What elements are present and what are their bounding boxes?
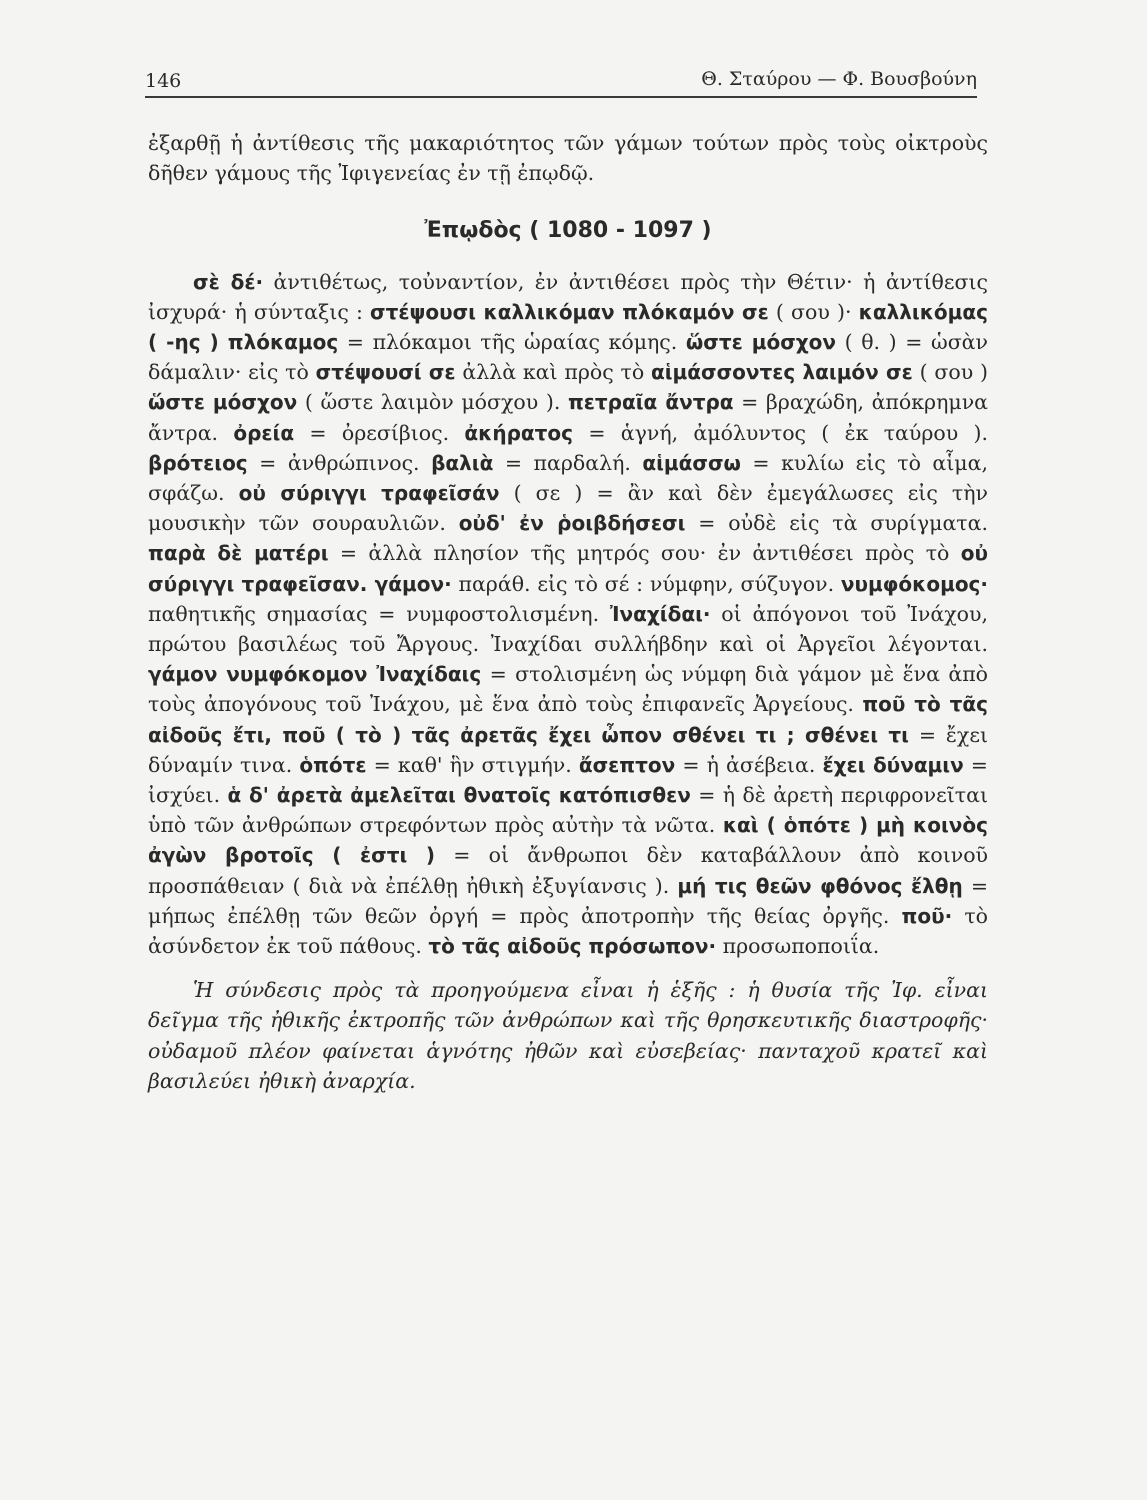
lemma-term: γάμον νυμφόκομον Ἰναχίδαις xyxy=(148,662,482,687)
gloss-text: ( σου )· xyxy=(768,299,859,324)
lemma-term: ὀρεία xyxy=(233,420,295,445)
gloss-text: = ἀλλὰ πλησίον τῆς μητρός σου· ἐν ἀντιθέσει πρὸς τὸ xyxy=(328,541,961,566)
page-number: 146 xyxy=(145,70,182,92)
lemma-term: νυμφόκομος· xyxy=(840,571,989,596)
gloss-text: = παρδαλή. xyxy=(493,450,643,475)
gloss-text: παθητικῆς σημασίας = νυμφοστολισμένη. xyxy=(148,601,610,626)
gloss-text: = ἔχει δύναμίν τινα. xyxy=(148,722,988,777)
gloss-text: = ἡ δὲ ἀρετὴ περιφρονεῖται ὑπὸ τῶν ἀνθρώπων στρεφόντων πρὸς αὐτὴν τὰ νῶτα. xyxy=(148,783,988,838)
lemma-term: ἔχει δύναμιν xyxy=(822,752,964,777)
page-body xyxy=(148,128,988,1096)
gloss-text: = στολισμένη ὡς νύμφη διὰ γάμον μὲ ἕνα ἀπὸ τοὺς ἀπογόνους τοῦ Ἰνάχου, μὲ ἕνα ἀπὸ τοὺς ἐπιφανεῖς Ἀργείους. xyxy=(148,662,989,717)
lemma-term: ἄσεπτον xyxy=(578,752,676,777)
commentary-paragraph xyxy=(148,267,988,962)
page-header xyxy=(145,62,977,98)
conclusion-paragraph: Ἡ σύνδεσις πρὸς τὰ προηγούμενα εἶναι ἡ ἑξῆς : ἡ θυσία τῆς Ἰφ. εἶναι δεῖγμα τῆς ἠθικῆς ἐκτροπῆς τῶν ἀνθρώπων καὶ τῆς θρησκευτικῆς διαστροφῆς· οὐδαμοῦ πλέον φαίνεται ἁγνότης ἠθῶν καὶ εὐσεβείας· πανταχοῦ κρατεῖ καὶ βασιλεύει ἠθικὴ ἀναρχία. xyxy=(148,978,988,1093)
gloss-text: παράθ. εἰς τὸ σέ : νύμφην, σύζυγον. xyxy=(451,571,841,596)
lemma-term: βαλιὰ xyxy=(431,450,494,475)
gloss-text: ἀντιθέτως, τοὐναντίον, ἐν ἀντιθέσει πρὸς τὴν Θέτιν· ἡ ἀντίθεσις ἰσχυρά· ἡ σύνταξις : xyxy=(148,269,988,324)
lemma-term: βρότειος xyxy=(148,450,248,475)
lemma-term: ὥστε μόσχον xyxy=(685,330,837,355)
lemma-term: ἁ δ' ἀρετὰ ἀμελεῖται θνατοῖς κατόπισθεν xyxy=(227,783,691,808)
gloss-text: = κυλίω εἰς τὸ αἷμα, σφάζω. xyxy=(148,450,988,506)
lemma-term: καλλικόμας ( -ης ) πλόκαμος xyxy=(148,299,988,355)
lemma-term: τὸ τᾶς αἰδοῦς πρόσωπον· xyxy=(428,934,717,959)
lemma-term: ὥστε μόσχον xyxy=(148,390,298,415)
lemma-term: στέψουσί σε xyxy=(315,360,456,385)
intro-paragraph: ἐξαρθῇ ἡ ἀντίθεσις τῆς μακαριότητος τῶν γάμων τούτων πρὸς τοὺς οἰκτροὺς δῆθεν γάμους τῆς Ἰφιγενείας ἐν τῇ ἐπῳδῷ. xyxy=(148,131,988,186)
gloss-text: ἀλλὰ καὶ πρὸς τὸ xyxy=(455,360,652,385)
gloss-text: = πλόκαμοι τῆς ὡραίας κόμης. xyxy=(338,330,686,355)
lemma-term: αἱμάσσοντες λαιμόν σε xyxy=(651,360,913,385)
lemma-term: πετραῖα ἄντρα xyxy=(567,390,734,415)
gloss-text: = ἀνθρώπινος. xyxy=(247,450,432,475)
lemma-term: στέψουσι καλλικόμαν πλόκαμόν σε xyxy=(370,299,769,324)
lemma-term: μή τις θεῶν φθόνος ἔλθῃ xyxy=(677,873,963,898)
lemma-term: ποῦ τὸ τᾶς αἰδοῦς ἔτι, ποῦ ( τὸ ) τᾶς ἀρετᾶς ἔχει ὦπον σθένει τι ; σθένει τι xyxy=(148,692,988,747)
lemma-term: αἱμάσσω xyxy=(642,450,741,475)
gloss-text: = ἡ ἀσέβεια. xyxy=(675,752,823,777)
gloss-text: ( θ. ) = ὡσὰν δάμαλιν· εἰς τὸ xyxy=(148,330,988,385)
gloss-text: οἱ ἀπόγονοι τοῦ Ἰνάχου, πρώτου βασιλέως τοῦ Ἄργους. Ἰναχίδαι συλλήβδην καὶ οἱ Ἀργεῖοι λέγονται. xyxy=(148,601,988,657)
gloss-text: ( σε ) = ἂν καὶ δὲν ἐμεγάλωσες εἰς τὴν μουσικὴν τῶν σουραυλιῶν. xyxy=(148,481,988,536)
gloss-text: = οὐδὲ εἰς τὰ συρίγματα. xyxy=(685,511,988,536)
lemma-term: ποῦ· xyxy=(901,903,953,928)
lemma-term: παρὰ δὲ ματέρι xyxy=(148,541,329,566)
gloss-text: = μήπως ἐπέλθῃ τῶν θεῶν ὀργή = πρὸς ἀποτροπὴν τῆς θείας ὀργῆς. xyxy=(148,873,989,928)
lemma-term: οὐ σύριγγι τραφεῖσαν. γάμον· xyxy=(148,541,988,596)
gloss-text: προσωποποιΐα. xyxy=(716,934,880,959)
gloss-text: = οἱ ἄνθρωποι δὲν καταβάλλουν ἀπὸ κοινοῦ προσπάθειαν ( διὰ νὰ ἐπέλθῃ ἠθικὴ ἐξυγίανσις ). xyxy=(148,843,988,898)
lemma-term: οὐδ' ἐν ῥοιβδήσεσι xyxy=(458,511,686,536)
lemma-term: ἀκήρατος xyxy=(464,420,574,445)
section-title: Ἐπῳδὸς ( 1080 - 1097 ) xyxy=(424,218,712,244)
lemma-term: καὶ ( ὁπότε ) μὴ κοινὸς ἀγὼν βροτοῖς ( ἐστι ) xyxy=(148,813,989,868)
lemma-term: οὐ σύριγγι τραφεῖσάν xyxy=(238,481,500,506)
gloss-text: ( σου ) xyxy=(912,360,989,385)
gloss-text: ( ὥστε λαιμὸν μόσχου ). xyxy=(297,390,568,415)
lemma-term: Ἰναχίδαι· xyxy=(609,601,711,626)
gloss-text: = βραχώδη, ἀπόκρημνα ἄντρα. xyxy=(148,390,989,445)
gloss-text: = ἰσχύει. xyxy=(148,752,988,808)
gloss-text: = ἁγνή, ἀμόλυντος ( ἐκ ταύρου ). xyxy=(573,420,988,445)
lemma-term: σὲ δέ· xyxy=(193,269,264,294)
gloss-text: = ὀρεσίβιος. xyxy=(294,420,465,445)
lemma-term: ὁπότε xyxy=(299,752,367,777)
gloss-text: = καθ' ἣν στιγμήν. xyxy=(366,752,579,777)
running-head: Θ. Σταύρου — Φ. Βουσβούνη xyxy=(701,68,977,90)
gloss-text: τὸ ἀσύνδετον ἐκ τοῦ πάθους. xyxy=(148,903,989,959)
